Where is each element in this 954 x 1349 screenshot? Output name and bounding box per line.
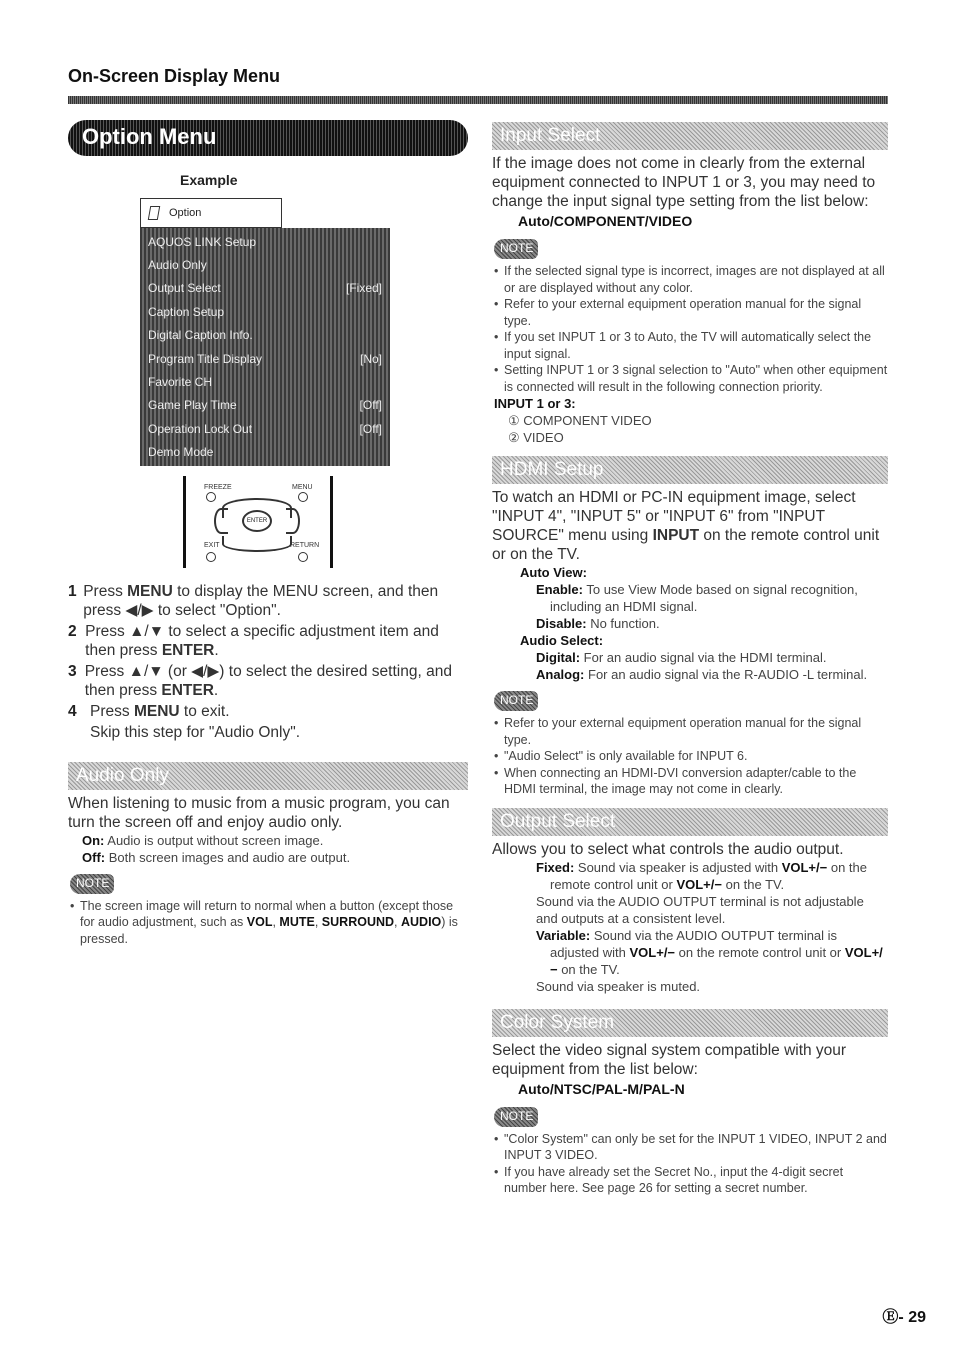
priority-head: INPUT 1 or 3: [494, 396, 576, 411]
freeze-label: FREEZE [204, 483, 232, 491]
color-system-options: Auto/NTSC/PAL-M/PAL-N [518, 1080, 685, 1097]
menu-row-label: Demo Mode [148, 445, 214, 460]
freeze-button-icon [206, 492, 216, 502]
step-text: Press ▲/▼ (or ◀/▶) to select the desired setting, and then press ENTER. [84, 662, 452, 699]
menu-row[interactable] [140, 417, 390, 440]
step-text: Press MENU to display the MENU screen, and then press ◀/▶ to select "Option". [83, 582, 439, 619]
color-system-notes [492, 1131, 888, 1197]
note-item: • Setting INPUT 1 or 3 signal selection to "Auto" when other equipment is connected will result in the following connection priority. [492, 362, 888, 395]
priority-1: ① COMPONENT VIDEO [508, 413, 652, 428]
digital-def: Digital: For an audio signal via the HDMI terminal. [536, 650, 827, 665]
menu-title [140, 198, 282, 228]
fixed-more: Sound via the AUDIO OUTPUT terminal is not adjustable and outputs at a consistent level. [536, 893, 864, 926]
hdmi-setup-heading: HDMI Setup [492, 456, 888, 484]
menu-row[interactable] [140, 347, 390, 370]
enter-button-icon: ENTER [242, 510, 272, 532]
note-item: • Refer to your external equipment operation manual for the signal type. [492, 715, 888, 748]
menu-row-label: Digital Caption Info. [148, 328, 253, 343]
analog-def: Analog: For an audio signal via the R-AUDIO -L terminal. [536, 667, 868, 682]
step-item [68, 662, 468, 700]
menu-row[interactable] [140, 253, 390, 276]
menu-row-label: Audio Only [148, 258, 207, 273]
down-arrow-icon [222, 536, 292, 552]
step-item [68, 702, 468, 721]
input-select-text: If the image does not come in clearly from the external equipment connected to INPUT 1 or 3, you may need to change the input signal type setting from the list below: [492, 155, 876, 210]
note-item: • If you set INPUT 1 or 3 to Auto, the TV will automatically select the input signal. [492, 329, 888, 362]
output-select-heading: Output Select [492, 808, 888, 836]
exit-button-icon [206, 552, 216, 562]
menu-row[interactable] [140, 230, 390, 253]
audio-select-label: Audio Select: [520, 633, 604, 648]
exit-label: EXIT [204, 541, 220, 549]
priority-2: ② VIDEO [508, 430, 564, 445]
menu-row[interactable] [140, 394, 390, 417]
note-badge: NOTE [494, 691, 538, 711]
menu-row-value: [Fixed] [345, 281, 382, 296]
hdmi-setup-notes [492, 715, 888, 798]
step-tail: Skip this step for "Audio Only". [90, 723, 301, 741]
menu-row-label: Game Play Time [148, 398, 237, 413]
input-select-options: Auto/COMPONENT/VIDEO [518, 213, 693, 229]
audio-only-heading: Audio Only [68, 762, 468, 790]
variable-def: Variable: Sound via the AUDIO OUTPUT terminal is adjusted with VOL+/− on the remote control unit or VOL+/− on the TV. [536, 927, 883, 977]
note-badge: NOTE [494, 239, 538, 259]
menu-row[interactable] [140, 324, 390, 347]
menu-row-label: Operation Lock Out [148, 421, 253, 436]
steps-list [68, 582, 468, 721]
menu-row[interactable] [140, 370, 390, 393]
menu-row-label: Favorite CH [148, 375, 213, 390]
menu-row[interactable] [140, 277, 390, 300]
note-item: • If you have already set the Secret No., input the 4-digit secret number here. See page 26 for setting a secret number. [492, 1164, 888, 1197]
audio-only-on: On: Audio is output without screen image. [82, 832, 324, 848]
note-item: • "Audio Select" is only available for INPUT 6. [492, 748, 888, 765]
hdmi-setup-text: To watch an HDMI or PC-IN equipment image, select "INPUT 4", "INPUT 5" or "INPUT 6" from "INPUT SOURCE" menu using INPUT on the remote control unit or on the TV. [492, 489, 880, 563]
input-select-notes [492, 263, 888, 395]
option-menu-banner: Option Menu [68, 120, 468, 156]
header-rule [68, 96, 888, 104]
page-header: On-Screen Display Menu [68, 66, 281, 86]
audio-only-text: When listening to music from a music program, you can turn the screen off and enjoy audio only. [68, 794, 450, 831]
note-item: • "Color System" can only be set for the INPUT 1 VIDEO, INPUT 2 and INPUT 3 VIDEO. [492, 1131, 888, 1164]
audio-only-note: • The screen image will return to normal when a button (except those for audio adjustment, such as VOL, MUTE, SURROUND, AUDIO) is pressed. [68, 898, 468, 948]
enable-def: Enable: To use View Mode based on signal recognition, including an HDMI signal. [536, 582, 858, 614]
menu-title-label: Option [169, 207, 202, 219]
audio-only-off: Off: Both screen images and audio are output. [82, 849, 351, 865]
right-column [492, 122, 888, 1197]
step-text: Press ▲/▼ to select a specific adjustment item and then press ENTER. [85, 622, 439, 659]
color-system-text: Select the video signal system compatible with your equipment from the list below: [492, 1041, 847, 1078]
option-menu-example [140, 198, 390, 466]
fixed-def: Fixed: Sound via speaker is adjusted with VOL+/− on the remote control unit or VOL+/− on the TV. [536, 859, 867, 892]
note-item: • If the selected signal type is incorrect, images are not displayed at all or are displayed without any color. [492, 263, 888, 296]
left-arrow-icon [214, 508, 228, 534]
step-number: 4 [68, 702, 77, 720]
right-arrow-icon [286, 508, 300, 534]
menu-row-value: [No] [359, 351, 382, 366]
menu-row-label: Output Select [148, 281, 221, 296]
menu-row[interactable] [140, 441, 390, 464]
remote-control-illustration [183, 476, 333, 568]
menu-row-label: Caption Setup [148, 304, 225, 319]
return-button-icon [298, 552, 308, 562]
menu-row-value: [Off] [359, 398, 382, 413]
output-select-text: Allows you to select what controls the audio output. [492, 840, 844, 858]
page-number: Ⓔ- 29 [882, 1309, 926, 1326]
step-item [68, 622, 468, 660]
menu-row-label: AQUOS LINK Setup [148, 234, 257, 249]
option-icon [148, 206, 160, 220]
menu-row-value: [Off] [359, 421, 382, 436]
step-number: 2 [68, 622, 77, 640]
color-system-heading: Color System [492, 1009, 888, 1037]
menu-row-label: Program Title Display [148, 351, 263, 366]
note-item: • When connecting an HDMI-DVI conversion adapter/cable to the HDMI terminal, the image may not come in clearly. [492, 765, 888, 798]
menu-list [140, 228, 390, 466]
note-badge: NOTE [494, 1107, 538, 1127]
note-badge: NOTE [70, 874, 114, 894]
step-number: 3 [68, 662, 77, 680]
example-label: Example [180, 172, 238, 188]
note-item: • Refer to your external equipment operation manual for the signal type. [492, 296, 888, 329]
step-number: 1 [68, 582, 77, 600]
step-text: Press MENU to exit. [90, 702, 230, 720]
input-select-heading: Input Select [492, 122, 888, 150]
return-label: RETURN [290, 541, 320, 549]
left-column [68, 120, 468, 947]
menu-label: MENU [292, 483, 313, 491]
variable-more: Sound via speaker is muted. [536, 978, 701, 994]
disable-def: Disable: No function. [536, 616, 660, 631]
step-item [68, 582, 468, 620]
menu-row[interactable] [140, 300, 390, 323]
menu-button-icon [298, 492, 308, 502]
auto-view-label: Auto View: [520, 565, 587, 580]
